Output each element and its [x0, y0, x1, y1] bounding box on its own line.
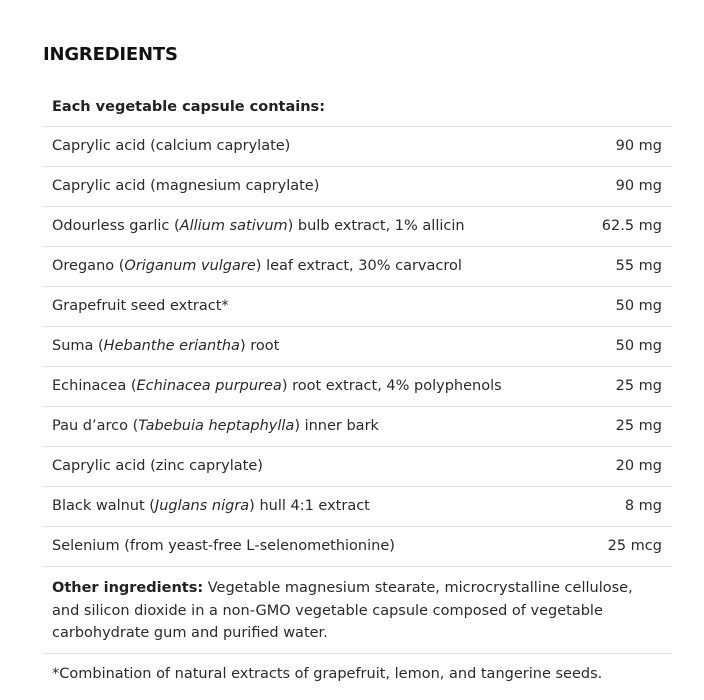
- ingredient-name: Pau d’arco (Tabebuia heptaphylla) inner bark: [52, 418, 379, 434]
- ingredient-name: Grapefruit seed extract*: [52, 298, 229, 314]
- table-row: [42, 247, 672, 287]
- ingredient-name: Odourless garlic (Allium sativum) bulb extract, 1% allicin: [52, 218, 465, 234]
- table-header: Each vegetable capsule contains:: [42, 88, 672, 127]
- ingredient-amount: 55 mg: [615, 258, 662, 274]
- table-row: [42, 407, 672, 447]
- latin-name: Echinacea purpurea: [136, 378, 282, 394]
- ingredient-name: Selenium (from yeast-free L-selenomethionine): [52, 538, 395, 554]
- ingredient-amount: 90 mg: [615, 138, 662, 154]
- section-title: INGREDIENTS: [43, 44, 178, 65]
- ingredient-name: Oregano (Origanum vulgare) leaf extract, 30% carvacrol: [52, 258, 462, 274]
- table-row: [42, 327, 672, 367]
- table-row: [42, 207, 672, 247]
- ingredient-name: Caprylic acid (zinc caprylate): [52, 458, 263, 474]
- table-row: [42, 287, 672, 327]
- ingredients-table: [42, 88, 672, 685]
- latin-name: Hebanthe eriantha: [103, 338, 240, 354]
- ingredient-name: Caprylic acid (magnesium caprylate): [52, 178, 320, 194]
- ingredient-amount: 50 mg: [615, 298, 662, 314]
- ingredient-name: Caprylic acid (calcium caprylate): [52, 138, 291, 154]
- latin-name: Origanum vulgare: [124, 258, 256, 274]
- table-row: [42, 127, 672, 167]
- table-row: [42, 447, 672, 487]
- latin-name: Tabebuia heptaphylla: [138, 418, 295, 434]
- ingredient-amount: 25 mcg: [607, 538, 662, 554]
- other-ingredients: [42, 567, 672, 654]
- ingredient-name: Echinacea (Echinacea purpurea) root extract, 4% polyphenols: [52, 378, 502, 394]
- table-row: [42, 367, 672, 407]
- latin-name: Allium sativum: [179, 218, 288, 234]
- latin-name: Juglans nigra: [154, 498, 250, 514]
- other-ingredients-label: Other ingredients:: [52, 580, 204, 596]
- ingredient-amount: 25 mg: [615, 418, 662, 434]
- footnote: *Combination of natural extracts of grapefruit, lemon, and tangerine seeds.: [52, 665, 603, 682]
- table-row: [42, 167, 672, 207]
- ingredient-amount: 20 mg: [615, 458, 662, 474]
- ingredient-amount: 8 mg: [624, 498, 662, 514]
- ingredient-amount: 90 mg: [615, 178, 662, 194]
- ingredient-amount: 25 mg: [615, 378, 662, 394]
- ingredient-name: Suma (Hebanthe eriantha) root: [52, 338, 280, 354]
- other-ingredients-text: Vegetable magnesium stearate, microcrystalline cellulose, and silicon dioxide in a non-GMO vegetable capsule composed of vegetable carbohydrate gum and purified water.: [52, 580, 633, 641]
- table-row: [42, 527, 672, 567]
- ingredient-name: Black walnut (Juglans nigra) hull 4:1 extract: [52, 498, 370, 514]
- ingredient-amount: 62.5 mg: [601, 218, 662, 234]
- ingredient-amount: 50 mg: [615, 338, 662, 354]
- table-row: [42, 487, 672, 527]
